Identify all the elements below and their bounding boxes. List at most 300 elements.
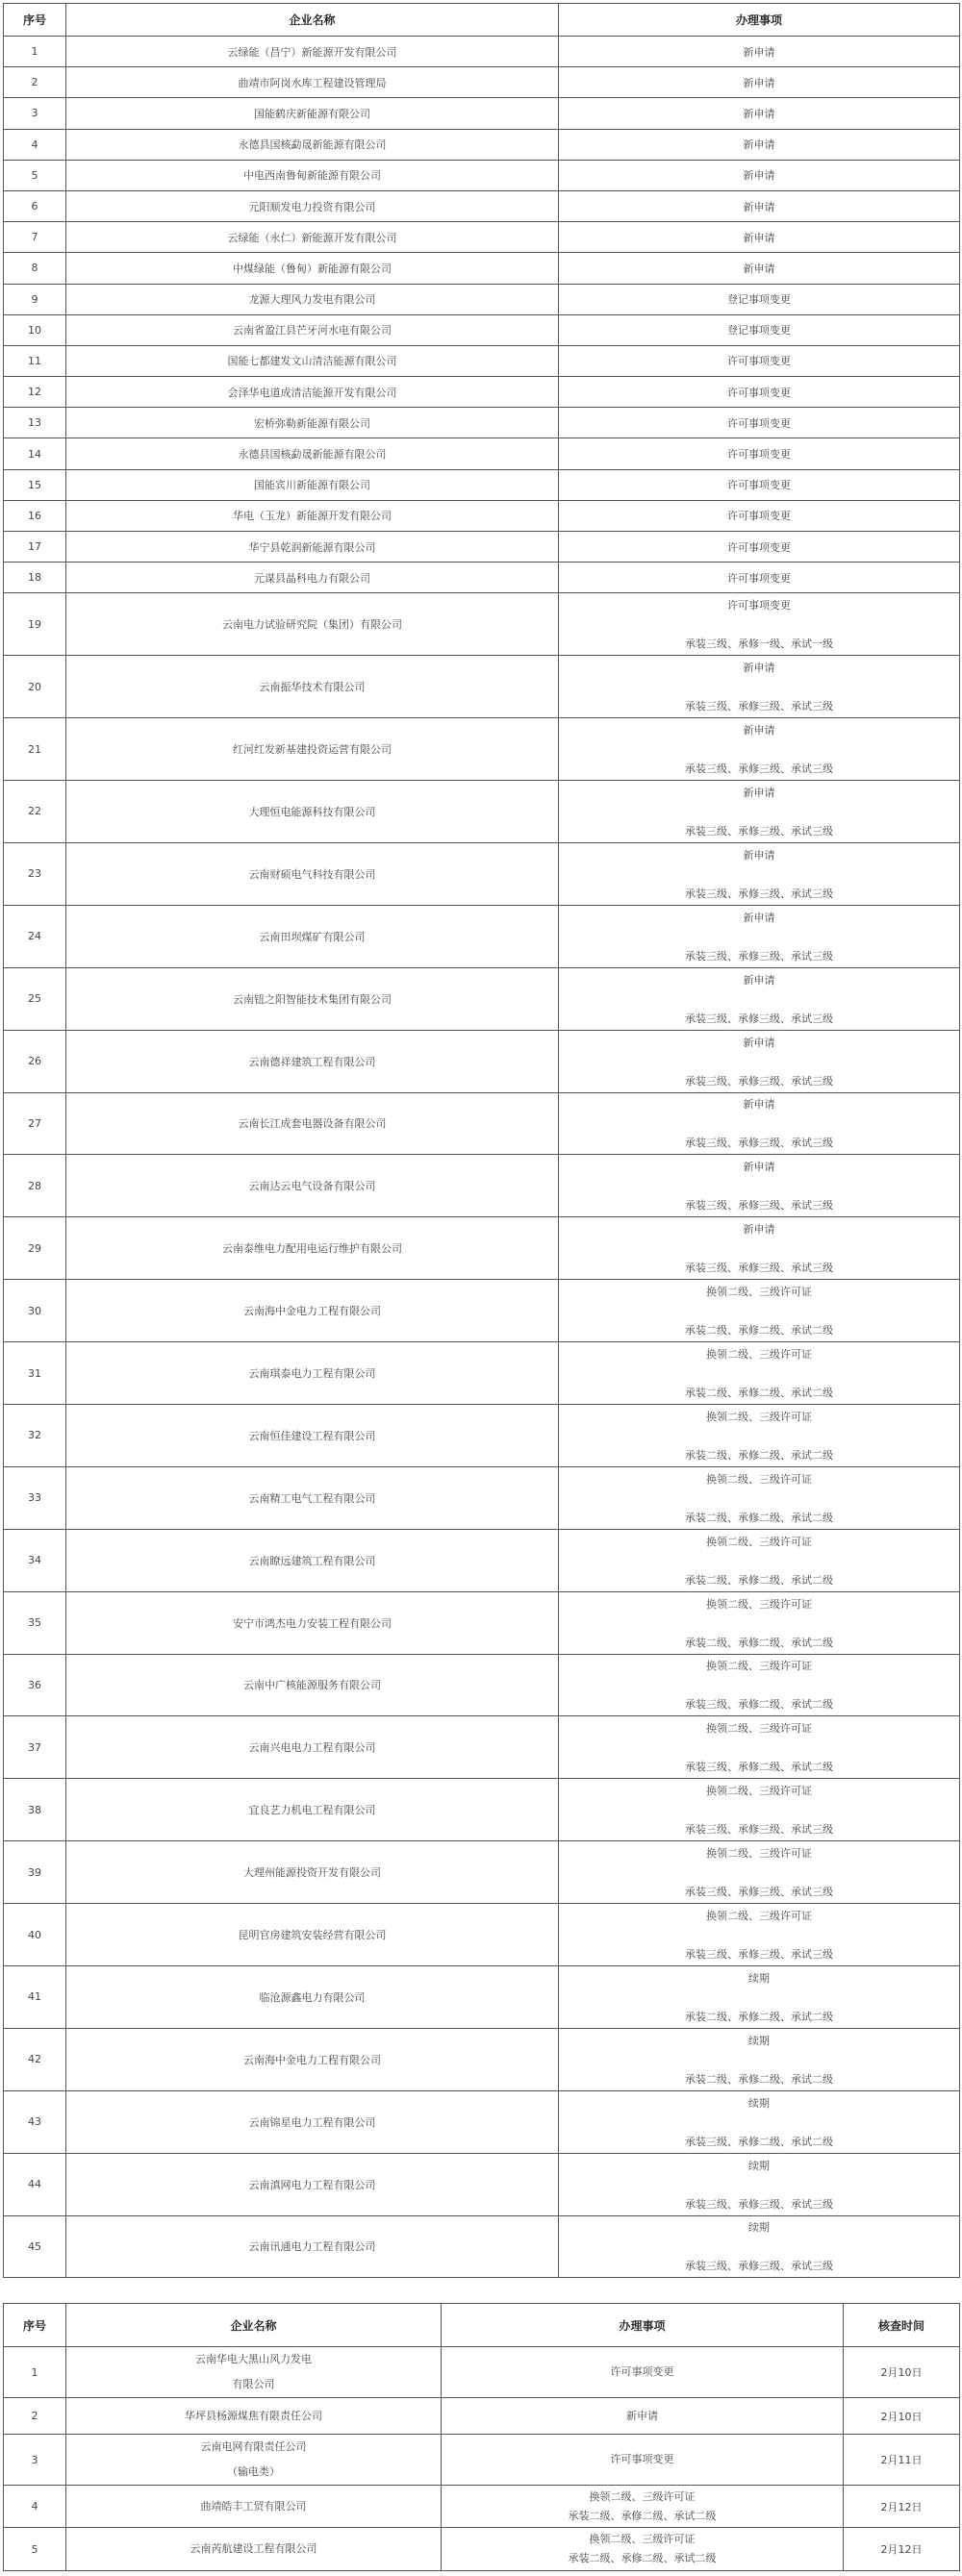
cell-serial: 1 <box>4 2347 66 2398</box>
table-row <box>4 1030 960 1092</box>
item-line: 许可事项变更 <box>610 2365 674 2378</box>
table-row <box>4 656 960 718</box>
cell-serial: 19 <box>4 593 66 656</box>
item-detail: 承装三级、承修三级、承试三级 <box>685 1012 833 1025</box>
cell-serial: 17 <box>4 532 66 563</box>
company-line: 有限公司 <box>232 2378 275 2390</box>
cell-item <box>559 1529 960 1591</box>
item-type: 换领二级、三级许可证 <box>706 1348 812 1361</box>
table-row <box>4 2090 960 2153</box>
cell-company: 云南长江成套电器设备有限公司 <box>66 1092 559 1155</box>
table-row <box>4 1841 960 1904</box>
item-detail: 承装二级、承修二级、承试二级 <box>685 1511 833 1524</box>
header-company: 企业名称 <box>66 4 559 37</box>
cell-serial: 37 <box>4 1716 66 1779</box>
cell-company: 云南瞭远建筑工程有限公司 <box>66 1529 559 1591</box>
item-detail: 承装三级、承修二级、承试二级 <box>685 2135 833 2148</box>
table-row <box>4 1779 960 1841</box>
cell-company: 云南中广核能源服务有限公司 <box>66 1654 559 1716</box>
cell-serial: 29 <box>4 1217 66 1280</box>
item-detail: 承装二级、承修二级、承试二级 <box>685 1448 833 1462</box>
cell-company: 云南财硕电气科技有限公司 <box>66 842 559 905</box>
cell-item <box>559 1342 960 1405</box>
cell-item-stack <box>559 1219 959 1277</box>
cell-item: 许可事项变更 <box>559 532 960 563</box>
cell-serial: 42 <box>4 2028 66 2090</box>
table-row <box>4 2486 960 2528</box>
cell-company: 华电（玉龙）新能源开发有限公司 <box>66 500 559 531</box>
cell-company: 国能七都建发文山清洁能源有限公司 <box>66 345 559 376</box>
company-line: 云南电网有限责任公司 <box>200 2440 307 2453</box>
table-row <box>4 842 960 905</box>
cell-item-stack <box>559 2031 959 2088</box>
header-item: 办理事项 <box>559 4 960 37</box>
item-detail: 承装三级、承修三级、承试三级 <box>685 1948 833 1962</box>
item-type: 换领二级、三级许可证 <box>706 1722 812 1736</box>
item-detail: 承装三级、承修三级、承试三级 <box>685 1137 833 1150</box>
cell-serial: 5 <box>4 2528 66 2571</box>
cell-item <box>559 1155 960 1217</box>
cell-serial: 8 <box>4 253 66 284</box>
cell-serial: 1 <box>4 37 66 67</box>
cell-item-stack <box>559 1469 959 1527</box>
cell-company: 中煤绿能（鲁甸）新能源有限公司 <box>66 253 559 284</box>
cell-item <box>559 1654 960 1716</box>
item-line: 新申请 <box>626 2409 658 2422</box>
cell-item-stack <box>559 595 959 653</box>
item-line: 换领二级、三级许可证 <box>589 2489 696 2503</box>
cell-item <box>559 1030 960 1092</box>
item-type: 新申请 <box>743 724 775 738</box>
cell-serial: 26 <box>4 1030 66 1092</box>
cell-item <box>442 2528 844 2571</box>
table-row <box>4 408 960 438</box>
header-check-date: 核查时间 <box>844 2304 960 2347</box>
cell-company <box>66 2435 442 2486</box>
cell-item <box>442 2398 844 2435</box>
cell-item-stack <box>559 1594 959 1652</box>
item-type: 新申请 <box>743 1161 775 1174</box>
cell-item <box>559 1716 960 1779</box>
cell-item-stack <box>559 1344 959 1402</box>
cell-check-date: 2月12日 <box>844 2528 960 2571</box>
table-row <box>4 222 960 253</box>
cell-company: 宏桥弥勒新能源有限公司 <box>66 408 559 438</box>
table-row <box>4 1591 960 1654</box>
cell-serial: 24 <box>4 905 66 967</box>
table-row <box>4 2435 960 2486</box>
cell-check-date: 2月12日 <box>844 2486 960 2528</box>
item-type: 新申请 <box>743 1036 775 1049</box>
cell-company: 云南兴电电力工程有限公司 <box>66 1716 559 1779</box>
item-detail: 承装二级、承修二级、承试二级 <box>685 2010 833 2023</box>
cell-item <box>559 718 960 781</box>
cell-serial: 12 <box>4 377 66 408</box>
item-detail: 承装三级、承修三级、承试三级 <box>685 2260 833 2273</box>
cell-company: 云南达云电气设备有限公司 <box>66 1155 559 1217</box>
item-detail: 承装三级、承修二级、承试二级 <box>685 1698 833 1712</box>
cell-item <box>559 967 960 1030</box>
header-serial: 序号 <box>4 4 66 37</box>
cell-serial: 23 <box>4 842 66 905</box>
cell-company: 元谋县晶科电力有限公司 <box>66 563 559 593</box>
cell-item-stack <box>559 845 959 903</box>
table-row <box>4 377 960 408</box>
cell-item <box>559 1466 960 1529</box>
item-line: 许可事项变更 <box>610 2453 674 2465</box>
company-line: 华坪县杨源煤焦有限责任公司 <box>185 2409 322 2422</box>
cell-serial: 16 <box>4 500 66 531</box>
cell-item <box>559 1217 960 1280</box>
table-row <box>4 1466 960 1529</box>
cell-serial: 13 <box>4 408 66 438</box>
cell-item-stack <box>559 1094 959 1152</box>
item-type: 新申请 <box>743 848 775 862</box>
item-detail: 承装二级、承修二级、承试二级 <box>685 1324 833 1338</box>
cell-serial: 22 <box>4 781 66 843</box>
cell-company: 云南振华技术有限公司 <box>66 656 559 718</box>
cell-serial: 9 <box>4 284 66 314</box>
table-row <box>4 469 960 500</box>
cell-serial: 40 <box>4 1904 66 1966</box>
cell-company: 云南省盈江县芒牙河水电有限公司 <box>66 314 559 345</box>
cell-serial: 38 <box>4 1779 66 1841</box>
cell-item <box>559 2028 960 2090</box>
cell-item-stack <box>559 1282 959 1339</box>
cell-item-stack <box>559 1843 959 1901</box>
cell-serial: 32 <box>4 1404 66 1466</box>
cell-company <box>66 2486 442 2528</box>
cell-item <box>559 2215 960 2278</box>
item-line: 换领二级、三级许可证 <box>589 2533 696 2545</box>
cell-serial: 7 <box>4 222 66 253</box>
cell-serial: 2 <box>4 2398 66 2435</box>
cell-serial: 11 <box>4 345 66 376</box>
item-detail: 承装三级、承修三级、承试三级 <box>685 887 833 900</box>
cell-company: 云南精工电气工程有限公司 <box>66 1466 559 1529</box>
cell-serial: 18 <box>4 563 66 593</box>
item-type: 换领二级、三级许可证 <box>706 1410 812 1423</box>
item-detail: 承装三级、承修三级、承试三级 <box>685 1823 833 1837</box>
cell-check-date: 2月10日 <box>844 2398 960 2435</box>
cell-item: 许可事项变更 <box>559 563 960 593</box>
cell-item: 登记事项变更 <box>559 314 960 345</box>
cell-item-stack <box>559 720 959 778</box>
item-detail: 承装三级、承修三级、承试三级 <box>685 824 833 838</box>
item-detail: 承装二级、承修二级、承试二级 <box>685 1573 833 1587</box>
cell-item-stack <box>559 2156 959 2213</box>
table-row <box>4 593 960 656</box>
cell-company: 临沧源鑫电力有限公司 <box>66 1965 559 2028</box>
item-type: 换领二级、三级许可证 <box>706 1910 812 1923</box>
cell-item <box>559 2090 960 2153</box>
cell-item: 许可事项变更 <box>559 438 960 469</box>
item-line: 承装二级、承修二级、承试二级 <box>568 2552 717 2564</box>
cell-company: 云南田坝煤矿有限公司 <box>66 905 559 967</box>
table-row <box>4 532 960 563</box>
cell-item: 新申请 <box>559 37 960 67</box>
company-line: 云南芮航建设工程有限公司 <box>190 2542 317 2555</box>
cell-serial: 41 <box>4 1965 66 2028</box>
cell-item-stack <box>559 658 959 715</box>
cell-item: 许可事项变更 <box>559 500 960 531</box>
cell-item <box>559 842 960 905</box>
cell-company <box>66 2398 442 2435</box>
table-header-row <box>4 4 960 37</box>
table-row <box>4 781 960 843</box>
item-type: 新申请 <box>743 662 775 675</box>
item-type: 换领二级、三级许可证 <box>706 1785 812 1798</box>
item-detail: 承装三级、承修一级、承试一级 <box>685 638 833 651</box>
item-detail: 承装三级、承修三级、承试三级 <box>685 1074 833 1088</box>
cell-company: 云南钮之阳智能技术集团有限公司 <box>66 967 559 1030</box>
cell-item <box>442 2347 844 2398</box>
table-row <box>4 563 960 593</box>
table-row <box>4 2398 960 2435</box>
cell-company: 华宁县乾润新能源有限公司 <box>66 532 559 563</box>
cell-serial: 14 <box>4 438 66 469</box>
table-body <box>4 37 960 2278</box>
table-row <box>4 190 960 221</box>
cell-serial: 36 <box>4 1654 66 1716</box>
cell-item-stack <box>559 908 959 965</box>
item-detail: 承装三级、承修三级、承试三级 <box>685 700 833 713</box>
cell-serial: 3 <box>4 98 66 129</box>
cell-company: 云绿能（永仁）新能源开发有限公司 <box>66 222 559 253</box>
cell-item-stack <box>559 783 959 840</box>
table-row <box>4 67 960 98</box>
cell-check-date: 2月10日 <box>844 2347 960 2398</box>
cell-item: 许可事项变更 <box>559 377 960 408</box>
table-row <box>4 967 960 1030</box>
table-row <box>4 1217 960 1280</box>
item-type: 续期 <box>748 2096 770 2110</box>
cell-item <box>559 1904 960 1966</box>
cell-company <box>66 2528 442 2571</box>
table-row <box>4 345 960 376</box>
permit-table-main <box>3 3 960 2278</box>
cell-serial: 3 <box>4 2435 66 2486</box>
item-type: 换领二级、三级许可证 <box>706 1660 812 1673</box>
item-type: 换领二级、三级许可证 <box>706 1472 812 1486</box>
item-type: 新申请 <box>743 911 775 924</box>
table-row <box>4 314 960 345</box>
cell-item: 新申请 <box>559 98 960 129</box>
cell-item <box>559 1841 960 1904</box>
cell-serial: 44 <box>4 2153 66 2215</box>
table-row <box>4 905 960 967</box>
cell-item <box>559 1280 960 1342</box>
cell-item-stack <box>559 1656 959 1713</box>
cell-company: 昆明官房建筑安装经营有限公司 <box>66 1904 559 1966</box>
cell-serial: 4 <box>4 129 66 160</box>
cell-item <box>559 1965 960 2028</box>
cell-company: 云南德祥建筑工程有限公司 <box>66 1030 559 1092</box>
table-row <box>4 2528 960 2571</box>
item-detail: 承装三级、承修三级、承试三级 <box>685 949 833 963</box>
table-row <box>4 2347 960 2398</box>
cell-company: 元阳顺发电力投资有限公司 <box>66 190 559 221</box>
cell-company: 曲靖市阿岗水库工程建设管理局 <box>66 67 559 98</box>
table-row <box>4 98 960 129</box>
cell-item-stack <box>559 1906 959 1963</box>
cell-serial: 43 <box>4 2090 66 2153</box>
cell-serial: 25 <box>4 967 66 1030</box>
cell-company: 大理恒电能源科技有限公司 <box>66 781 559 843</box>
item-type: 新申请 <box>743 786 775 799</box>
cell-item <box>559 1779 960 1841</box>
cell-item <box>559 905 960 967</box>
item-type: 换领二级、三级许可证 <box>706 1286 812 1299</box>
item-type: 续期 <box>748 2034 770 2047</box>
table-row <box>4 129 960 160</box>
company-line: 云南华电大黑山风力发电 <box>195 2353 312 2365</box>
cell-item <box>559 593 960 656</box>
cell-item-stack <box>559 1781 959 1838</box>
cell-item <box>559 656 960 718</box>
table-row <box>4 1092 960 1155</box>
cell-item <box>559 1404 960 1466</box>
cell-company: 宜良艺力机电工程有限公司 <box>66 1779 559 1841</box>
cell-item <box>559 781 960 843</box>
table-row <box>4 1280 960 1342</box>
cell-item-stack <box>559 1968 959 2026</box>
table-row <box>4 500 960 531</box>
header-item: 办理事项 <box>442 2304 844 2347</box>
cell-company: 云南恒佳建设工程有限公司 <box>66 1404 559 1466</box>
item-type: 换领二级、三级许可证 <box>706 1535 812 1548</box>
table-row <box>4 2028 960 2090</box>
table-row <box>4 1654 960 1716</box>
cell-item: 许可事项变更 <box>559 408 960 438</box>
cell-serial: 6 <box>4 190 66 221</box>
item-detail: 承装二级、承修二级、承试二级 <box>685 1636 833 1649</box>
table-row <box>4 1404 960 1466</box>
company-line: （输电类） <box>227 2465 280 2478</box>
item-detail: 承装三级、承修三级、承试三级 <box>685 1262 833 1275</box>
cell-serial: 4 <box>4 2486 66 2528</box>
cell-company: 红河红发新基建投资运营有限公司 <box>66 718 559 781</box>
cell-item-stack <box>559 1407 959 1464</box>
cell-company <box>66 2347 442 2398</box>
cell-company: 中电西南鲁甸新能源有限公司 <box>66 160 559 190</box>
header-company: 企业名称 <box>66 2304 442 2347</box>
item-type: 续期 <box>748 2221 770 2235</box>
cell-serial: 20 <box>4 656 66 718</box>
item-type: 新申请 <box>743 1098 775 1112</box>
item-line: 承装二级、承修二级、承试二级 <box>568 2509 717 2522</box>
cell-company: 国能宾川新能源有限公司 <box>66 469 559 500</box>
table-row <box>4 1965 960 2028</box>
cell-item: 新申请 <box>559 67 960 98</box>
cell-serial: 34 <box>4 1529 66 1591</box>
table-row <box>4 1904 960 1966</box>
cell-serial: 30 <box>4 1280 66 1342</box>
cell-item <box>442 2435 844 2486</box>
item-detail: 承装三级、承修三级、承试三级 <box>685 763 833 776</box>
cell-item: 新申请 <box>559 190 960 221</box>
table-row <box>4 253 960 284</box>
cell-item-stack <box>559 1718 959 1776</box>
cell-item: 登记事项变更 <box>559 284 960 314</box>
cell-company: 云南泰维电力配用电运行维护有限公司 <box>66 1217 559 1280</box>
item-detail: 承装三级、承修三级、承试三级 <box>685 1886 833 1899</box>
table-row <box>4 438 960 469</box>
cell-item-stack <box>559 2217 959 2275</box>
cell-company: 永德县国核勐晟新能源有限公司 <box>66 438 559 469</box>
table-row <box>4 160 960 190</box>
cell-item-stack <box>559 1532 959 1589</box>
item-type: 续期 <box>748 2159 770 2172</box>
cell-company: 云南锦星电力工程有限公司 <box>66 2090 559 2153</box>
cell-company: 云绿能（昌宁）新能源开发有限公司 <box>66 37 559 67</box>
cell-item-stack <box>559 970 959 1028</box>
cell-serial: 45 <box>4 2215 66 2278</box>
table-row <box>4 2153 960 2215</box>
item-detail: 承装三级、承修三级、承试三级 <box>685 2197 833 2211</box>
cell-serial: 39 <box>4 1841 66 1904</box>
cell-serial: 28 <box>4 1155 66 1217</box>
cell-item <box>559 1591 960 1654</box>
cell-company: 云南滇网电力工程有限公司 <box>66 2153 559 2215</box>
cell-item-stack <box>559 1157 959 1214</box>
cell-company: 云南海中金电力工程有限公司 <box>66 2028 559 2090</box>
table-row <box>4 1716 960 1779</box>
cell-item <box>442 2486 844 2528</box>
item-type: 许可事项变更 <box>727 599 791 613</box>
cell-company: 永德县国核勐晟新能源有限公司 <box>66 129 559 160</box>
table-row <box>4 37 960 67</box>
cell-serial: 5 <box>4 160 66 190</box>
item-detail: 承装二级、承修二级、承试二级 <box>685 2072 833 2086</box>
table-row <box>4 1155 960 1217</box>
cell-item <box>559 1092 960 1155</box>
cell-serial: 21 <box>4 718 66 781</box>
cell-company: 安宁市鸿杰电力安装工程有限公司 <box>66 1591 559 1654</box>
cell-company: 云南琪泰电力工程有限公司 <box>66 1342 559 1405</box>
table-row <box>4 2215 960 2278</box>
cell-company: 云南海中金电力工程有限公司 <box>66 1280 559 1342</box>
cell-item: 新申请 <box>559 129 960 160</box>
table-row <box>4 1342 960 1405</box>
item-type: 换领二级、三级许可证 <box>706 1597 812 1611</box>
cell-company: 龙源大理风力发电有限公司 <box>66 284 559 314</box>
cell-item: 新申请 <box>559 160 960 190</box>
company-line: 曲靖皓丰工贸有限公司 <box>200 2499 307 2513</box>
cell-serial: 2 <box>4 67 66 98</box>
item-type: 换领二级、三级许可证 <box>706 1847 812 1861</box>
cell-company: 国能鹤庆新能源有限公司 <box>66 98 559 129</box>
cell-company: 云南讯通电力工程有限公司 <box>66 2215 559 2278</box>
cell-item: 许可事项变更 <box>559 345 960 376</box>
item-type: 新申请 <box>743 1223 775 1237</box>
header-serial: 序号 <box>4 2304 66 2347</box>
cell-company: 会泽华电道成清洁能源开发有限公司 <box>66 377 559 408</box>
cell-serial: 27 <box>4 1092 66 1155</box>
item-detail: 承装二级、承修二级、承试二级 <box>685 1387 833 1399</box>
cell-item: 新申请 <box>559 253 960 284</box>
cell-company: 大理州能源投资开发有限公司 <box>66 1841 559 1904</box>
item-detail: 承装三级、承修三级、承试三级 <box>685 1199 833 1213</box>
item-type: 新申请 <box>743 973 775 987</box>
item-type: 续期 <box>748 1971 770 1985</box>
cell-item: 新申请 <box>559 222 960 253</box>
cell-check-date: 2月11日 <box>844 2435 960 2486</box>
table-body <box>4 2347 960 2571</box>
table-header-row <box>4 2304 960 2347</box>
cell-item-stack <box>559 1033 959 1090</box>
table-row <box>4 718 960 781</box>
